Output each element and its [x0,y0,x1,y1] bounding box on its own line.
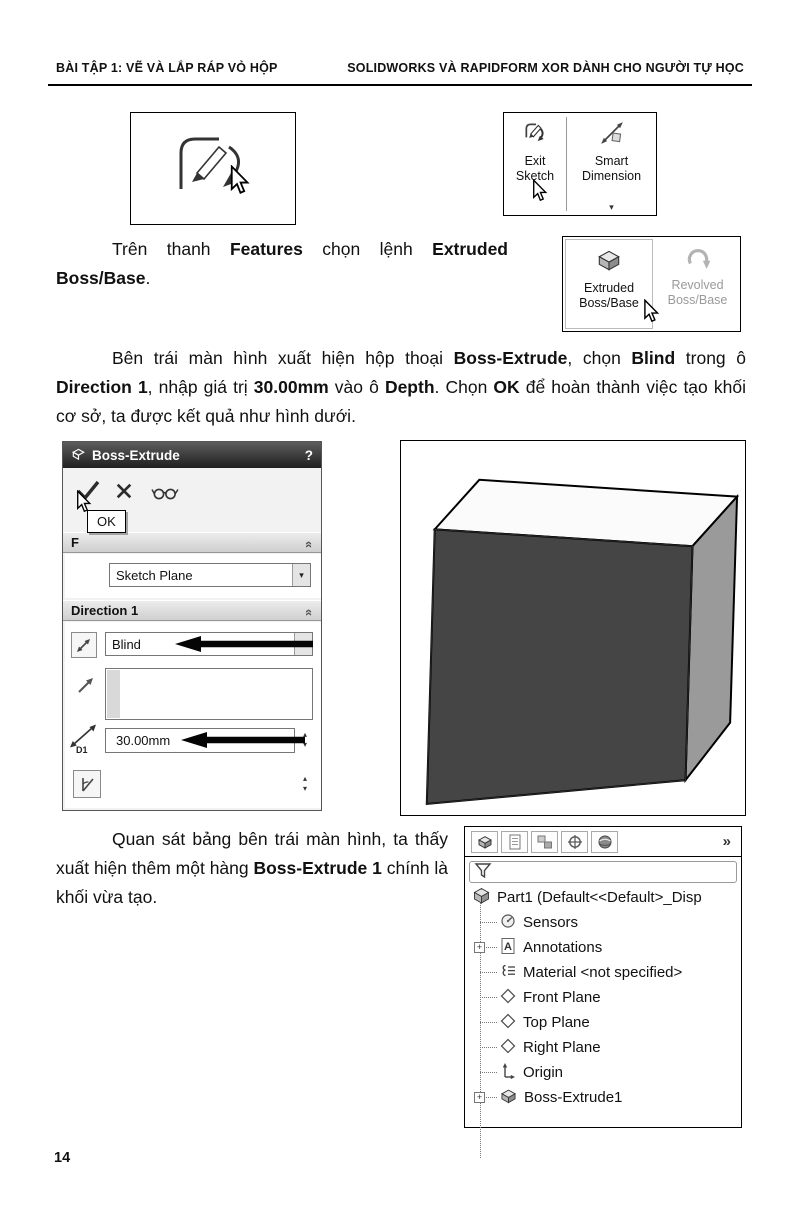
tree-filter-input[interactable] [469,861,737,883]
d1-label: D1 [76,745,88,754]
ok-tooltip: OK [87,510,126,533]
tree-item-label: Right Plane [523,1039,601,1056]
smart-dimension-button[interactable] [567,113,656,215]
from-section-label: F [71,535,79,550]
dimxpert-tab[interactable] [561,831,588,853]
text-run: Trên thanh [112,239,230,259]
smart-dimension-label: Smart Dimension [581,154,642,183]
flyout-arrow-icon[interactable]: ▾ [609,202,614,212]
text-run-bold: Blind [631,348,676,368]
tree-item-origin[interactable] [465,1060,741,1085]
dropdown-arrow-icon[interactable]: ▾ [292,564,310,586]
text-run-bold: Depth [384,377,435,397]
depth-d1-icon [68,724,102,759]
draft-button[interactable] [73,770,101,798]
smart-dimension-icon [599,120,625,151]
figure-exit-sketch-icon [130,112,296,225]
spinner-up-icon[interactable]: ▴ [302,730,307,739]
dialog-title: Boss-Extrude [92,447,180,463]
filter-funnel-icon [474,862,492,883]
figure-extruded-result [400,440,746,816]
material-icon [499,962,517,984]
detailed-preview-button[interactable] [151,485,179,506]
expand-toggle[interactable]: + [474,1092,485,1103]
end-condition-value: Blind [112,637,141,652]
toolbar-overflow-icon[interactable]: » [722,833,731,850]
dialog-titlebar [63,442,321,468]
tree-item-label: Top Plane [523,1014,590,1031]
tree-item-boss-extrude1[interactable] [465,1085,741,1110]
text-run: vào ô [328,377,385,397]
text-run: chính là khối vừa tạo. [56,858,449,907]
annotation-arrow [181,732,305,753]
from-section-header[interactable] [63,532,321,553]
text-run-bold: OK [493,377,520,397]
tree-item-sensors[interactable] [465,910,741,935]
text-run-bold: Features [229,239,303,259]
sketch-plane-dropdown[interactable] [109,563,311,587]
direction-reference-box[interactable] [105,668,313,720]
text-run-bold: Extruded Boss/Base [56,239,508,288]
direction1-panel [65,622,321,808]
mouse-cursor-icon [532,179,548,207]
tree-item-front-plane[interactable] [465,985,741,1010]
spinner-down-icon[interactable]: ▾ [302,740,307,749]
mouse-cursor-icon [643,299,660,328]
collapse-chevron-icon[interactable]: « [301,540,317,549]
collapse-chevron-icon[interactable]: « [301,608,317,617]
tree-item-part1[interactable] [465,885,741,910]
tree-item-label: Origin [523,1064,564,1081]
propertymanager-tab[interactable] [501,831,528,853]
text-run-bold: Boss-Extrude [453,348,568,368]
spinner-up-icon[interactable]: ▴ [302,774,307,783]
extruded-boss-base-button[interactable] [565,239,653,329]
tree-toolbar [465,827,741,857]
figure-sketch-toolbar [503,112,657,216]
revolved-boss-base-icon [684,244,712,275]
text-run: Quan sát bảng bên trái màn hình, ta thấy xuất hiện thêm một hàng [56,829,448,878]
paragraph-3 [56,825,448,912]
svg-text:A: A [504,940,512,953]
mouse-cursor-icon [229,165,251,200]
direction-reference-icon [75,674,97,701]
text-run-bold: Boss-Extrude 1 [253,858,382,878]
cancel-button[interactable] [115,482,133,505]
direction1-section-label: Direction 1 [71,603,139,618]
depth-value: 30.00mm [116,733,171,748]
extruded-boss-base-label: Extruded Boss/Base [579,281,639,310]
direction1-section-header[interactable] [63,600,321,621]
extruded-block-image [401,441,744,814]
exit-sketch-icon [522,120,548,151]
text-run-bold: Direction 1 [56,377,148,397]
part-icon [472,886,491,909]
sensors-icon [499,912,517,934]
tree-item-label: Part1 (Default<<Default>_Disp [497,889,702,906]
extruded-boss-base-icon [595,247,623,278]
text-run-bold: 30.00mm [253,377,329,397]
tree-item-label: Sensors [523,914,579,931]
page-number: 14 [54,1150,71,1166]
tree-rows [465,885,741,1110]
reverse-direction-button[interactable] [71,632,97,658]
plane-icon [499,1012,517,1034]
configurationmanager-tab[interactable] [531,831,558,853]
tree-item-top-plane[interactable] [465,1010,741,1035]
text-run: , nhập giá trị [147,377,254,397]
mouse-cursor-icon [76,490,92,518]
text-run: chọn lệnh [302,239,433,259]
annotation-arrow [175,636,313,657]
tree-item-right-plane[interactable] [465,1035,741,1060]
exit-sketch-button[interactable] [504,113,566,215]
plane-icon [499,987,517,1009]
text-run: để hoàn thành việc tạo khối cơ sở, ta được kết quả như hình dưới. [56,377,746,426]
text-run: . [145,268,151,288]
feature-manager-tree [464,826,742,1128]
header-left: BÀI TẬP 1: VẼ VÀ LẮP RÁP VỎ HỘP [56,61,278,75]
help-icon[interactable]: ? [304,447,313,463]
sketch-plane-value: Sketch Plane [116,568,193,583]
revolved-boss-base-button[interactable] [655,237,740,331]
tree-item-label: Boss-Extrude1 [524,1089,623,1106]
tree-item-label: Material <not specified> [523,964,683,981]
tree-item-label: Front Plane [523,989,601,1006]
paragraph-2 [56,344,746,431]
text-run: , chọn [567,348,632,368]
listbox-strip [107,670,120,718]
revolved-boss-base-label: Revolved Boss/Base [667,278,728,307]
paragraph-1 [56,235,508,293]
tree-item-label: Annotations [523,939,603,956]
from-panel [65,554,321,598]
exit-sketch-label: Exit Sketch [515,154,555,183]
boss-extrude-dialog [62,441,322,811]
origin-icon [499,1062,517,1084]
extrude-icon [71,447,86,464]
draft-spinner[interactable] [298,774,312,794]
tree-item-material[interactable] [465,960,741,985]
text-run: . Chọn [434,377,494,397]
displaymanager-tab[interactable] [591,831,618,853]
tree-item-annotations[interactable] [465,935,741,960]
header-rule [48,84,752,86]
text-run: trong ô [675,348,746,368]
header-right: SOLIDWORKS VÀ RAPIDFORM XOR DÀNH CHO NGƯỜI TỰ HỌC [347,61,744,75]
featuremanager-tab[interactable] [471,831,498,853]
annotations-icon [499,937,517,959]
figure-features-toolbar [562,236,741,332]
text-run: Bên trái màn hình xuất hiện hộp thoại [112,348,454,368]
boss-extrude-feature-icon [499,1087,518,1109]
spinner-down-icon[interactable]: ▾ [302,784,307,793]
plane-icon [499,1037,517,1059]
expand-toggle[interactable]: + [474,942,485,953]
